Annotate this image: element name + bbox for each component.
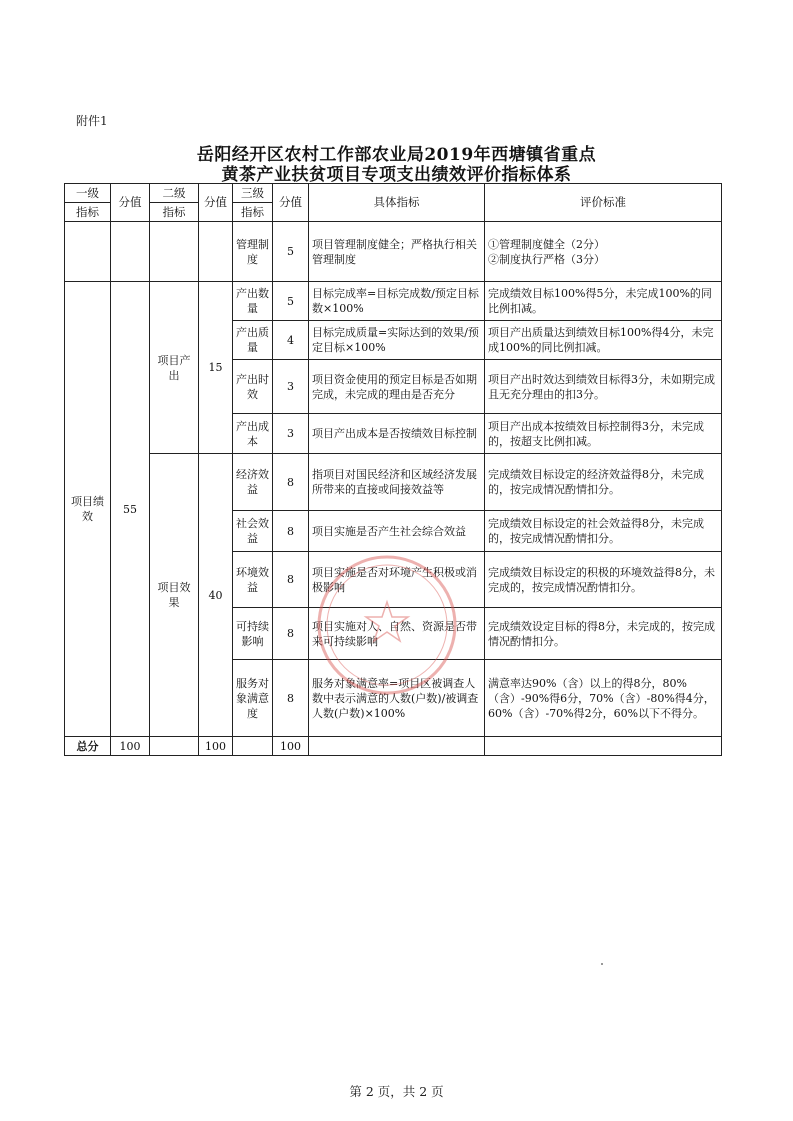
specific-cell: 服务对象满意率=项目区被调查人数中表示满意的人数(户数)/被调查人数(户数)×100%	[309, 660, 485, 737]
header-level3-bottom: 指标	[233, 203, 273, 222]
score3-cell: 3	[273, 360, 309, 414]
level3-cell: 可持续影响	[233, 608, 273, 660]
empty-cell	[199, 222, 233, 282]
header-row-top	[65, 184, 722, 203]
score3-cell: 4	[273, 321, 309, 360]
level3-cell: 管理制度	[233, 222, 273, 282]
level3-cell: 产出成本	[233, 414, 273, 454]
specific-cell: 项目管理制度健全；严格执行相关管理制度	[309, 222, 485, 282]
score3-cell: 8	[273, 608, 309, 660]
empty-cell	[150, 222, 199, 282]
header-level1-bottom: 指标	[65, 203, 111, 222]
header-level1-top: 一级	[65, 184, 111, 203]
attachment-label: 附件1	[76, 114, 108, 128]
header-level2-top: 二级	[150, 184, 199, 203]
specific-cell: 项目资金使用的预定目标是否如期完成，未完成的理由是否充分	[309, 360, 485, 414]
score3-cell: 5	[273, 222, 309, 282]
empty-cell	[111, 222, 150, 282]
score3-cell: 8	[273, 511, 309, 552]
header-score1: 分值	[111, 184, 150, 222]
level3-cell: 社会效益	[233, 511, 273, 552]
level1-performance-score: 55	[111, 282, 150, 737]
table-row	[65, 454, 722, 511]
table-row	[65, 282, 722, 321]
level3-cell: 产出质量	[233, 321, 273, 360]
criteria-cell: 完成绩效目标设定的社会效益得8分，未完成的，按完成情况酌情扣分。	[485, 511, 722, 552]
criteria-cell: 项目产出时效达到绩效目标得3分，未如期完成且无充分理由的扣3分。	[485, 360, 722, 414]
specific-cell: 项目产出成本是否按绩效目标控制	[309, 414, 485, 454]
level3-cell: 经济效益	[233, 454, 273, 511]
empty-cell	[233, 737, 273, 756]
specific-cell: 指项目对国民经济和区域经济发展所带来的直接或间接效益等	[309, 454, 485, 511]
level3-cell: 服务对象满意度	[233, 660, 273, 737]
empty-cell	[485, 737, 722, 756]
score3-cell: 5	[273, 282, 309, 321]
scan-speck	[601, 963, 603, 965]
score3-cell: 8	[273, 552, 309, 608]
total-score2: 100	[199, 737, 233, 756]
specific-cell: 目标完成质量=实际达到的效果/预定目标×100%	[309, 321, 485, 360]
criteria-cell: 项目产出质量达到绩效目标100%得4分，未完成100%的同比例扣减。	[485, 321, 722, 360]
specific-cell: 项目实施是否产生社会综合效益	[309, 511, 485, 552]
total-score3: 100	[273, 737, 309, 756]
total-row	[65, 737, 722, 756]
criteria-cell: 满意率达90%（含）以上的得8分，80%（含）-90%得6分，70%（含）-80%得4分，60%（含）-70%得2分，60%以下不得分。	[485, 660, 722, 737]
level1-performance: 项目绩效	[65, 282, 111, 737]
header-score2: 分值	[199, 184, 233, 222]
page-footer: 第 2 页，共 2 页	[349, 1084, 444, 1099]
level2-effect-score: 40	[199, 454, 233, 737]
document-title-line1: 岳阳经开区农村工作部农业局2019年西塘镇省重点	[196, 145, 597, 165]
level2-output: 项目产出	[150, 282, 199, 454]
level3-cell: 环境效益	[233, 552, 273, 608]
criteria-cell: 完成绩效设定目标的得8分，未完成的，按完成情况酌情扣分。	[485, 608, 722, 660]
header-score3: 分值	[273, 184, 309, 222]
criteria-cell: 项目产出成本按绩效目标控制得3分，未完成的，按超支比例扣减。	[485, 414, 722, 454]
total-score1: 100	[111, 737, 150, 756]
document-title-line2: 黄茶产业扶贫项目专项支出绩效评价指标体系	[221, 165, 572, 185]
header-level3-top: 三级	[233, 184, 273, 203]
criteria-cell: 完成绩效目标设定的经济效益得8分，未完成的，按完成情况酌情扣分。	[485, 454, 722, 511]
level2-effect: 项目效果	[150, 454, 199, 737]
indicator-table	[64, 183, 722, 756]
criteria-cell: 完成绩效目标100%得5分，未完成100%的同比例扣减。	[485, 282, 722, 321]
table-row	[65, 222, 722, 282]
empty-cell	[65, 222, 111, 282]
empty-cell	[309, 737, 485, 756]
level2-output-score: 15	[199, 282, 233, 454]
score3-cell: 3	[273, 414, 309, 454]
level3-cell: 产出时效	[233, 360, 273, 414]
criteria-cell: 完成绩效目标设定的积极的环境效益得8分，未完成的，按完成情况酌情扣分。	[485, 552, 722, 608]
header-criteria: 评价标准	[485, 184, 722, 222]
score3-cell: 8	[273, 454, 309, 511]
level3-cell: 产出数量	[233, 282, 273, 321]
total-label: 总分	[65, 737, 111, 756]
specific-cell: 项目实施对人、自然、资源是否带来可持续影响	[309, 608, 485, 660]
score3-cell: 8	[273, 660, 309, 737]
header-specific: 具体指标	[309, 184, 485, 222]
header-level2-bottom: 指标	[150, 203, 199, 222]
specific-cell: 项目实施是否对环境产生积极或消极影响	[309, 552, 485, 608]
empty-cell	[150, 737, 199, 756]
criteria-cell: ①管理制度健全（2分） ②制度执行严格（3分）	[485, 222, 722, 282]
specific-cell: 目标完成率=目标完成数/预定目标数×100%	[309, 282, 485, 321]
